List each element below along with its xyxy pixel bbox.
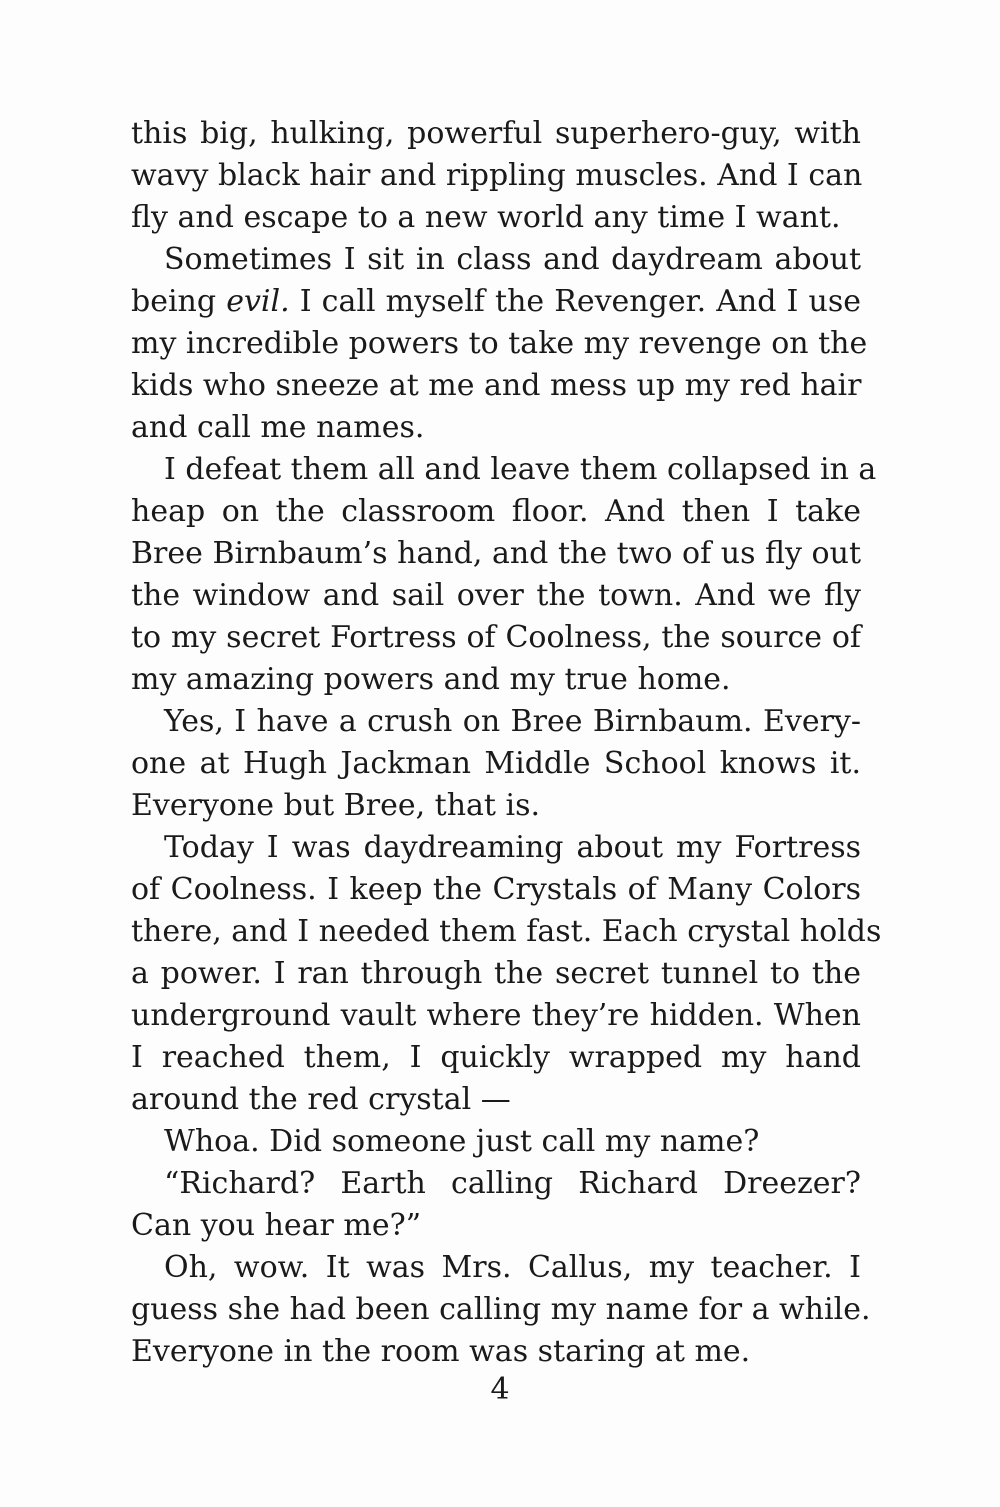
text-line: this big, hulking, powerful superhero-guy, with [131,116,861,151]
text-line: Sometimes I sit in class and daydream about [164,242,861,277]
body-text [131,113,882,1373]
text-line: and call me names. [131,410,425,445]
text-line: Today I was daydreaming about my Fortress [164,830,861,865]
text-line: Everyone but Bree, that is. [131,788,541,823]
italic-word: evil. [226,284,290,319]
text-line: I reached them, I quickly wrapped my hand [131,1040,861,1075]
page-number: 4 [490,1372,510,1407]
text-line: I defeat them all and leave them collapsed in a [164,452,877,487]
text-line: kids who sneeze at me and mess up my red hair [131,368,862,403]
text-line: a power. I ran through the secret tunnel to the [131,956,861,991]
text-line [131,281,861,323]
text-line: Whoa. Did someone just call my name? [164,1124,760,1159]
text-line: Bree Birnbaum’s hand, and the two of us fly out [131,536,861,571]
text-line: one at Hugh Jackman Middle School knows it. [131,746,861,781]
text-line: Yes, I have a crush on Bree Birnbaum. Every- [164,704,861,739]
text-line: heap on the classroom floor. And then I take [131,494,861,529]
text-line: guess she had been calling my name for a while. [131,1292,871,1327]
text-line: underground vault where they’re hidden. When [131,998,861,1033]
text-segment: I call myself the Revenger. And I use [289,284,861,319]
text-line: my incredible powers to take my revenge on the [131,326,868,361]
text-line: of Coolness. I keep the Crystals of Many Colors [131,872,861,907]
text-line: Everyone in the room was staring at me. [131,1334,751,1369]
text-line: to my secret Fortress of Coolness, the source of [131,620,861,655]
text-line: there, and I needed them fast. Each crystal holds [131,914,882,949]
text-line: fly and escape to a new world any time I want. [131,200,841,235]
text-line: around the red crystal — [131,1082,511,1117]
text-line: “Richard? Earth calling Richard Dreezer? [164,1166,861,1201]
text-line: the window and sail over the town. And we fly [131,578,861,613]
text-line: my amazing powers and my true home. [131,662,731,697]
text-line: Can you hear me?” [131,1208,422,1243]
text-line: wavy black hair and rippling muscles. And I can [131,158,863,193]
text-segment: being [131,284,227,319]
text-line: Oh, wow. It was Mrs. Callus, my teacher. I [164,1250,861,1285]
